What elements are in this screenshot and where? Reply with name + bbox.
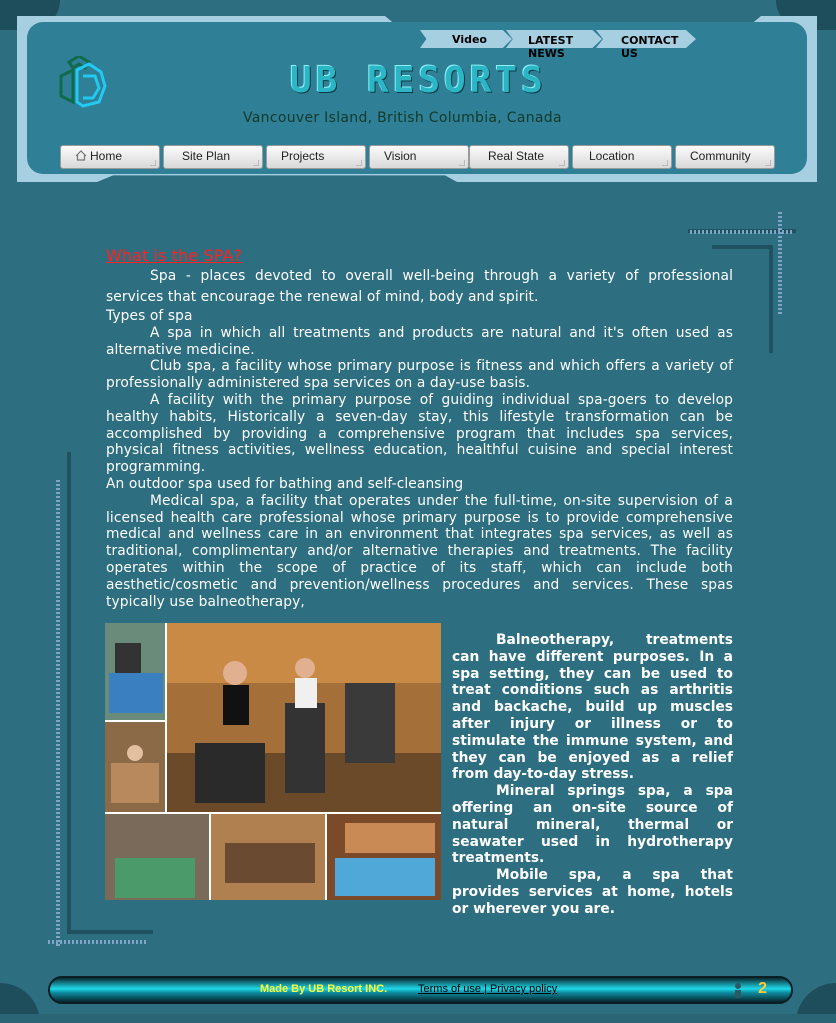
menu-item-label: Site Plan xyxy=(182,149,231,163)
privacy-link[interactable]: Privacy policy xyxy=(489,983,558,995)
logo-icon[interactable] xyxy=(55,56,109,108)
menu-item-label: Vision xyxy=(384,149,417,163)
menu-item-label: Projects xyxy=(281,149,325,163)
menu-item-location[interactable] xyxy=(572,145,672,169)
caret-icon xyxy=(662,160,668,166)
brand-title: UB RESORTS xyxy=(290,60,547,101)
article-paragraph: Club spa, a facility whose primary purpose is fitness and which offers a variety of professionally administered spa services on a day-use basis. xyxy=(106,358,733,392)
footer-made-by: Made By UB Resort INC. xyxy=(260,983,388,995)
menu-item-site-plan[interactable] xyxy=(163,145,263,169)
top-nav-video[interactable]: Video xyxy=(452,33,487,46)
article-paragraph: Types of spa xyxy=(106,308,193,324)
decor-line xyxy=(67,930,153,934)
article-paragraph: A spa in which all treatments and products are natural and it's often used as alternative medicine. xyxy=(106,324,733,358)
menu-item-vision[interactable] xyxy=(369,145,469,169)
article-paragraph: A facility with the primary purpose of guiding individual spa-goers to develop healthy habits, Historically a seven-day stay, this lifestyle transformation can be accomplished by providing a comprehensive program that includes spa services, physical fitness activities, wellness education, healthful cuisine and special interest programming. xyxy=(106,391,733,476)
caret-icon xyxy=(150,160,156,166)
menu-item-home[interactable] xyxy=(60,145,160,169)
article-paragraph: Spa - places devoted to overall well-being through a variety of professional services that encourage the renewal of mind, body and spirit. xyxy=(106,268,733,305)
top-nav-latest-news[interactable]: LATEST NEWS xyxy=(528,34,574,60)
article-paragraph: Medical spa, a facility that operates under the full-time, on-site supervision of a licensed health care professional whose primary purpose is to provide comprehensive medical and wellness care in an environment that integrates spa services, as well as traditional, complimentary and/or alternative therapies and treatments. The facility operates within the scope of practice of its staff, which can include both aesthetic/cosmetic and prevention/wellness procedures and services. These spas typically use balneotherapy, xyxy=(106,492,733,610)
menu-item-label: Home xyxy=(90,149,123,163)
caret-icon xyxy=(559,160,565,166)
caret-icon xyxy=(356,160,362,166)
footer-links xyxy=(418,983,557,995)
brand-tagline: Vancouver Island, British Columbia, Canada xyxy=(243,110,562,126)
menu-item-label: Location xyxy=(589,149,635,163)
decor-dotted-line xyxy=(690,230,794,234)
side-paragraph: Mineral springs spa, a spa offering an on-site source of natural mineral, thermal or seawater used in hydrotherapy treatments. xyxy=(452,783,733,867)
footer xyxy=(48,976,793,1004)
gym-photo xyxy=(105,623,441,900)
footer-separator: | xyxy=(484,983,487,995)
bottom-bar xyxy=(0,1014,836,1023)
menu-item-real-state[interactable] xyxy=(469,145,569,169)
side-paragraph: Mobile spa, a spa that provides services at home, hotels or wherever you are. xyxy=(452,867,733,917)
caret-icon xyxy=(459,160,465,166)
decor-line xyxy=(769,245,773,353)
article-heading[interactable]: What is the SPA? xyxy=(106,246,243,265)
article xyxy=(106,247,733,610)
decor-line xyxy=(67,452,71,932)
top-nav-contact-us[interactable]: CONTACT US xyxy=(621,34,679,60)
spa-photo-collage xyxy=(105,623,441,900)
home-icon xyxy=(75,150,87,161)
menu-item-label: Community xyxy=(690,149,751,163)
decor-dotted-line xyxy=(56,480,60,948)
decor-dotted-line xyxy=(778,212,782,316)
menu-item-projects[interactable] xyxy=(266,145,366,169)
decor-dotted-line xyxy=(48,940,148,944)
page-number: 2 xyxy=(758,980,767,997)
person-icon xyxy=(733,982,743,998)
side-text xyxy=(452,632,733,918)
caret-icon xyxy=(253,160,259,166)
caret-icon xyxy=(765,160,771,166)
menu-item-label: Real State xyxy=(488,149,545,163)
side-paragraph: Balneotherapy, treatments can have different purposes. In a spa setting, they can be used to treat conditions such as arthritis and backache, build up muscles after injury or illness or to stimulate the immune system, and they can be enjoyed as a relief from day-to-day stress. xyxy=(452,632,733,783)
terms-link[interactable]: Terms of use xyxy=(418,983,481,995)
menu-item-community[interactable] xyxy=(675,145,775,169)
article-paragraph: An outdoor spa used for bathing and self-cleansing xyxy=(106,475,464,492)
